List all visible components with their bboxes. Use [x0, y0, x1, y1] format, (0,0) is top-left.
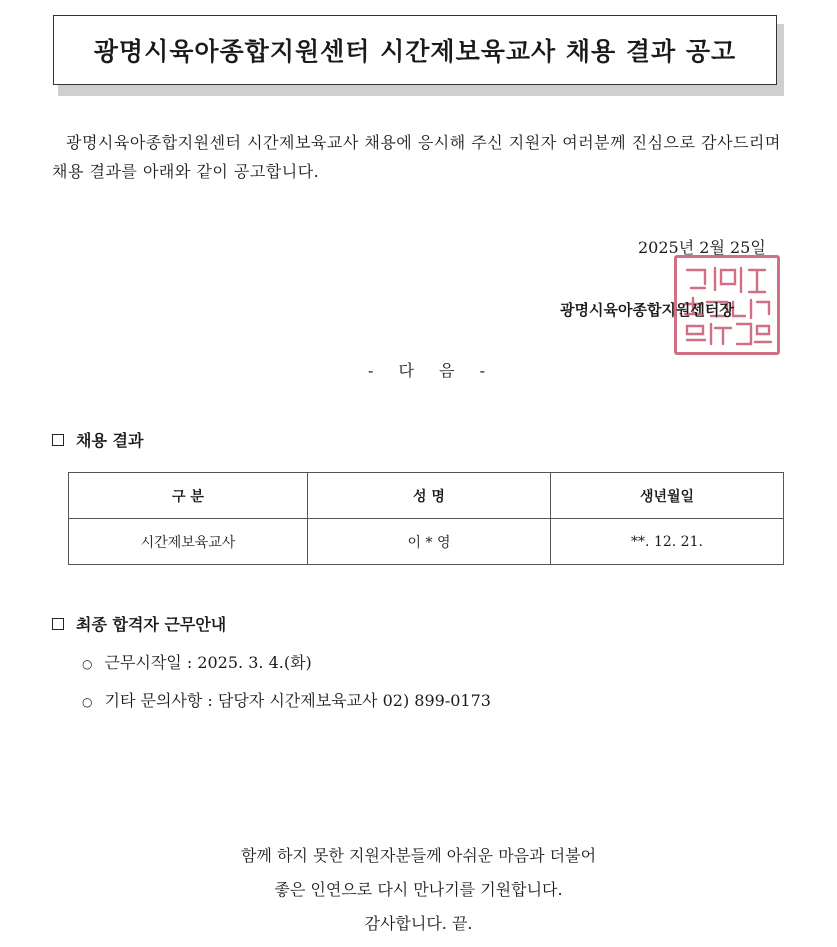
title-box	[53, 15, 777, 85]
next-marker: - 다 음 -	[368, 361, 495, 380]
contact-text: 기타 문의사항 : 담당자 시간제보육교사 02) 899-0173	[104, 691, 491, 710]
list-item	[82, 650, 312, 673]
checkbox-icon	[52, 618, 64, 630]
table-cell-birthdate: **. 12. 21.	[551, 519, 784, 565]
table-cell-name: 이 * 영	[308, 519, 551, 565]
intro-paragraph: 광명시육아종합지원센터 시간제보육교사 채용에 응시해 주신 지원자 여러분께 진심으로 감사드리며 채용 결과를 아래와 같이 공고합니다.	[52, 133, 781, 181]
section-result-heading	[52, 428, 143, 451]
list-item	[82, 688, 491, 711]
table-cell-category: 시간제보육교사	[69, 519, 308, 565]
table-header-birthdate: 생년월일	[551, 473, 784, 519]
signer-name: 광명시육아종합지원센터장	[560, 301, 734, 319]
closing-line-3: 감사합니다. 끝.	[364, 914, 473, 933]
table-header-row	[69, 473, 784, 519]
bullet-icon: ○	[82, 657, 93, 671]
document-title: 광명시육아종합지원센터 시간제보육교사 채용 결과 공고	[93, 37, 737, 66]
section-work-heading	[52, 612, 226, 635]
work-start-text: 근무시작일 : 2025. 3. 4.(화)	[104, 653, 312, 672]
closing-line-2: 좋은 인연으로 다시 만나기를 기원합니다.	[274, 880, 563, 899]
bullet-icon: ○	[82, 695, 93, 709]
table-header-category: 구 분	[69, 473, 308, 519]
table-row	[69, 519, 784, 565]
section-work-label: 최종 합격자 근무안내	[76, 615, 227, 634]
announcement-date: 2025년 2월 25일	[638, 238, 766, 257]
table-header-name: 성 명	[308, 473, 551, 519]
checkbox-icon	[52, 434, 64, 446]
closing-line-1: 함께 하지 못한 지원자분들께 아쉬운 마음과 더불어	[240, 846, 597, 865]
section-result-label: 채용 결과	[76, 431, 144, 450]
result-table	[68, 472, 784, 565]
